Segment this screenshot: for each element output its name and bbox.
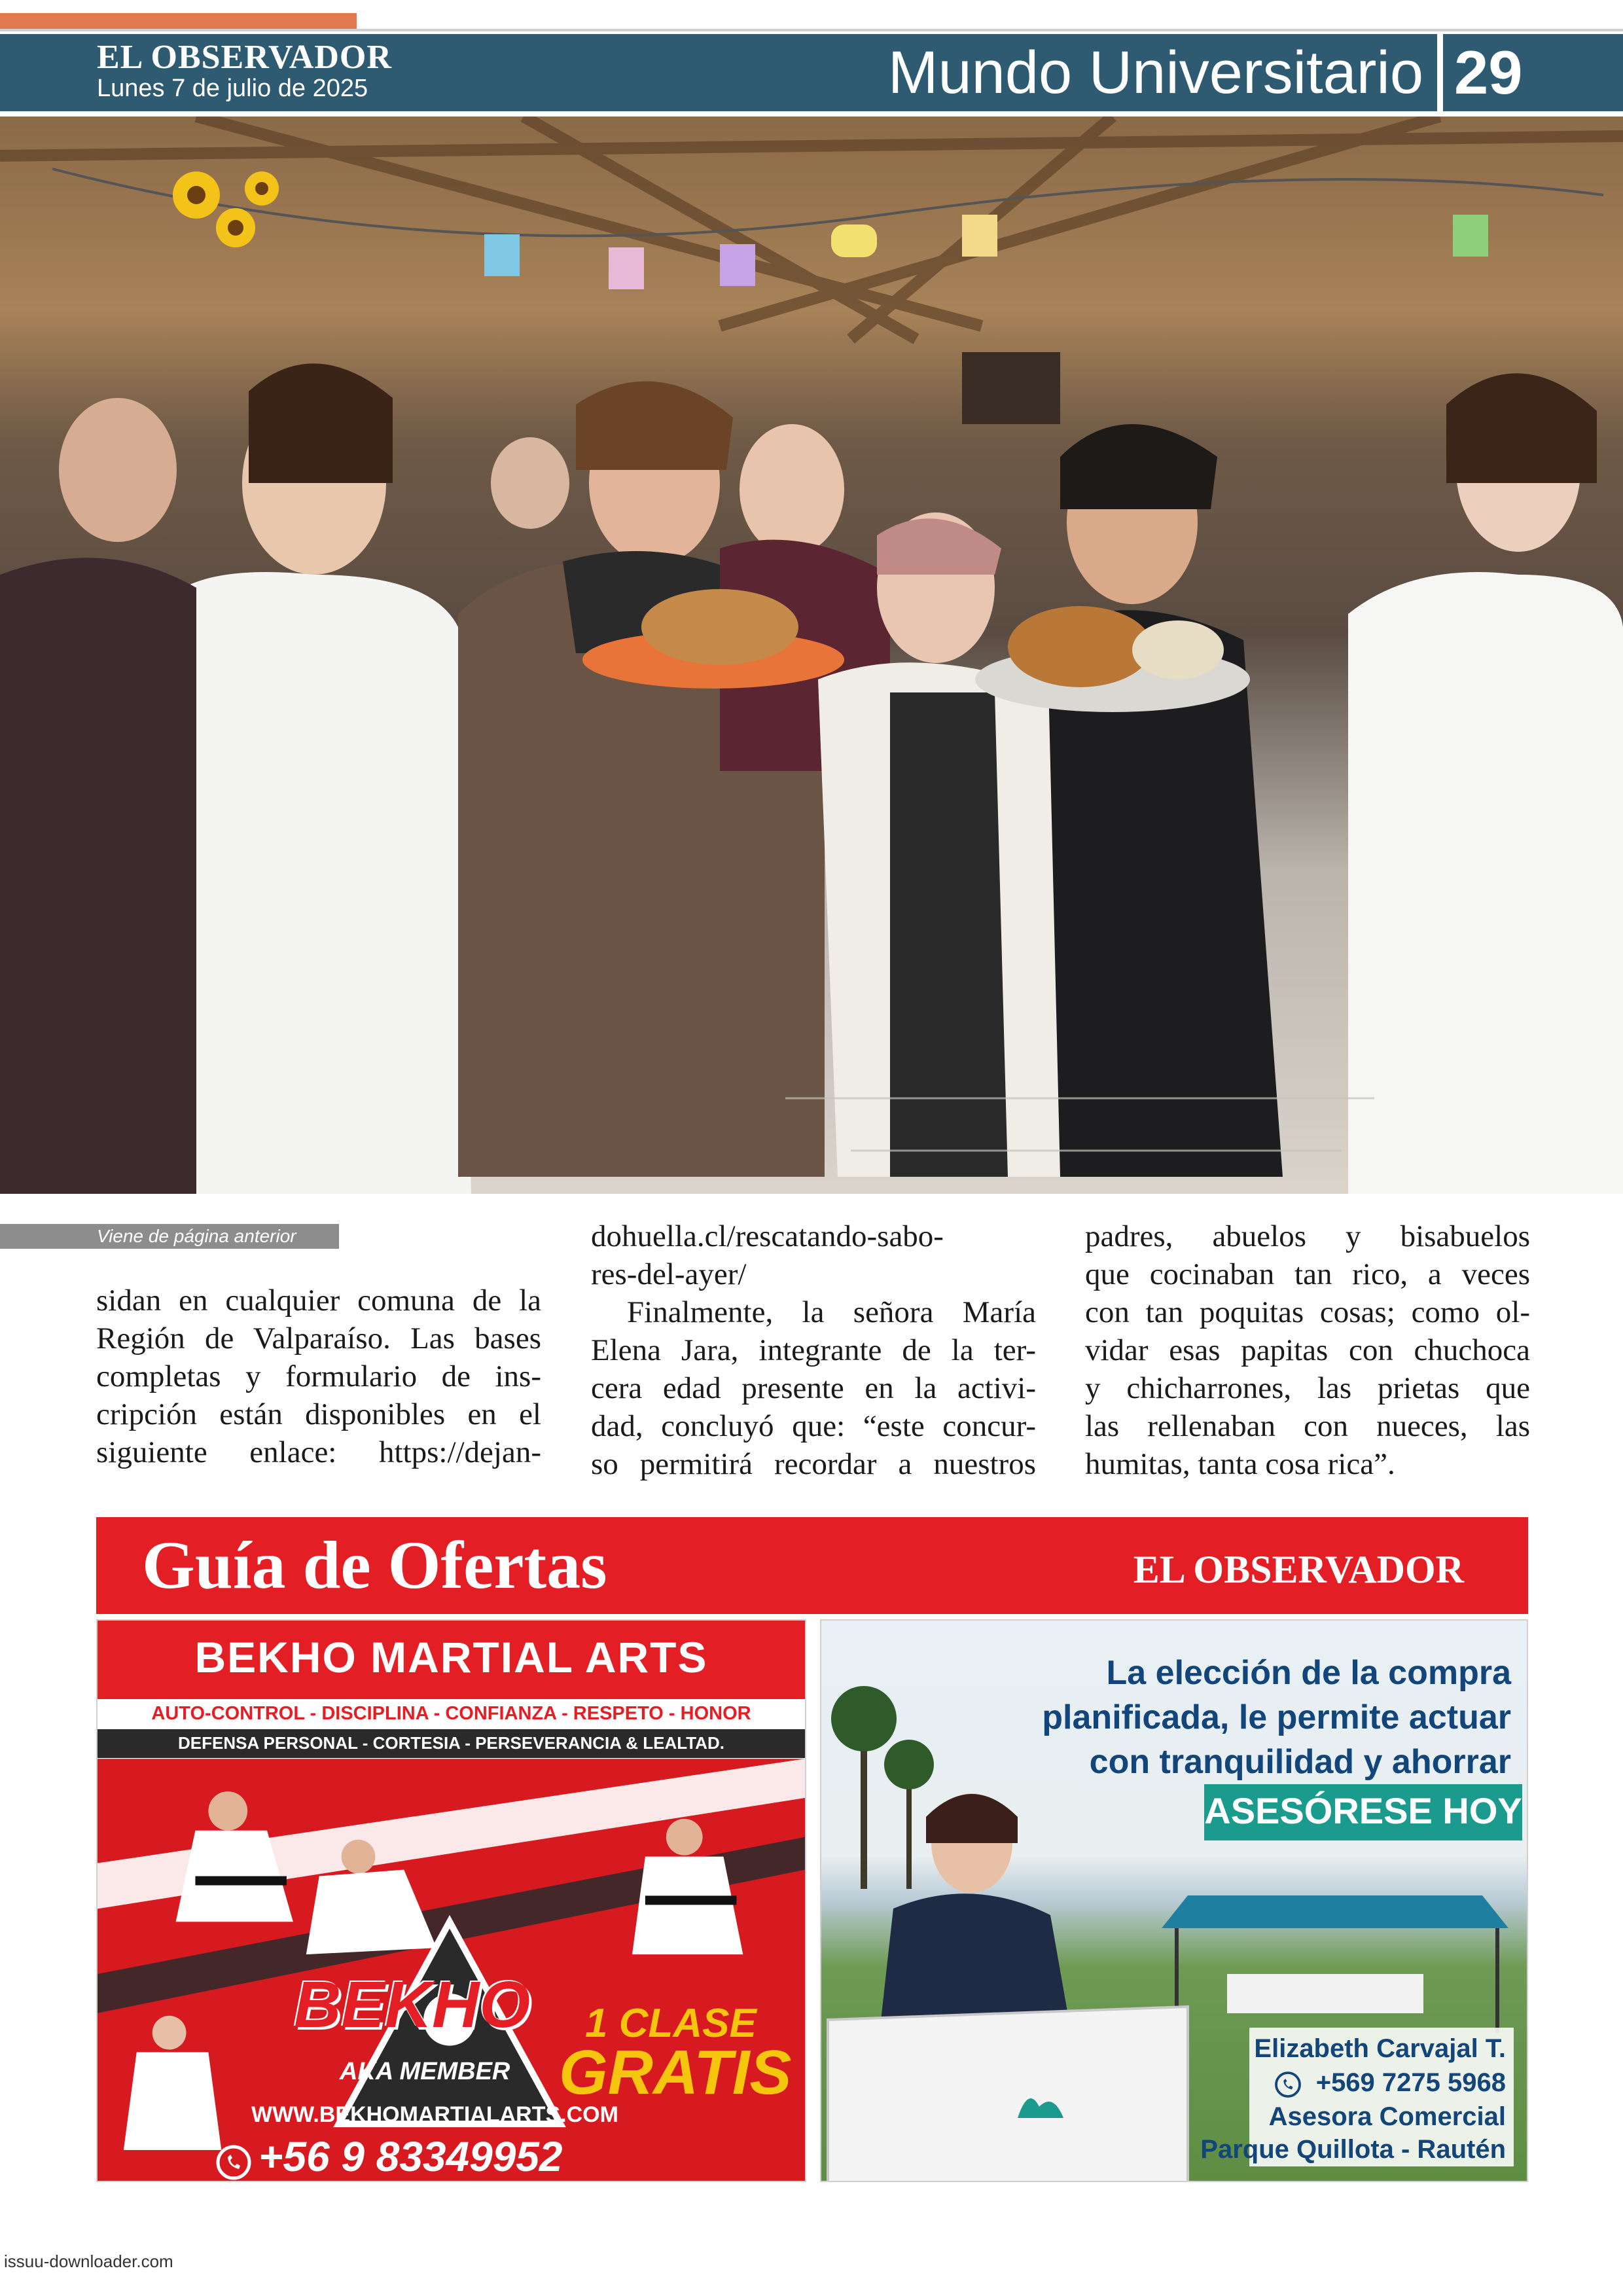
advisor-name: Elizabeth Carvajal T. <box>1254 2034 1506 2063</box>
advisor-location: Parque Quillota - Rautén <box>1200 2135 1506 2164</box>
article-line: que cocinaban tan rico, a veces <box>1085 1257 1530 1291</box>
offers-guide-brand: EL OBSERVADOR <box>1133 1548 1464 1591</box>
free-label: GRATIS <box>559 2037 792 2108</box>
parque-headline-line-1: La elección de la compra <box>1106 1654 1511 1692</box>
article-line: con tan poquitas cosas; como ol- <box>1085 1295 1530 1329</box>
article-line: res-del-ayer/ <box>591 1257 747 1291</box>
chalkboard <box>962 352 1060 424</box>
party-bunting <box>52 169 1603 289</box>
palm-trees <box>831 1686 934 1889</box>
offers-guide-title: Guía de Ofertas <box>142 1528 607 1603</box>
advisor-phone[interactable]: +569 7275 5968 <box>1315 2068 1506 2097</box>
canopy-tent <box>1162 1895 1508 2033</box>
parque-headline-line-3: con tranquilidad y ahorrar <box>1089 1743 1511 1781</box>
aka-member-label: AKA MEMBER <box>340 2058 510 2085</box>
event-photo <box>0 117 1623 1194</box>
bekho-logo-text: BEKHO <box>294 1968 531 2041</box>
article-line: cripción están disponibles en el <box>96 1397 541 1431</box>
header-rule <box>0 29 1623 31</box>
article-line: cera edad presente en la activi- <box>591 1371 1036 1405</box>
offers-guide-banner <box>96 1517 1528 1614</box>
bekho-values: AUTO-CONTROL - DISCIPLINA - CONFIANZA - RESPETO - HONOR <box>151 1703 751 1724</box>
article-column-1 <box>96 1282 541 1471</box>
parque-headline <box>1014 1651 1511 1784</box>
bekho-website-link[interactable]: WWW.BEKHOMARTIALARTS.COM <box>251 2102 618 2127</box>
article-column-2 <box>591 1217 1036 1483</box>
bekho-title: BEKHO MARTIAL ARTS <box>194 1633 708 1681</box>
article-line: Región de Valparaíso. Las bases <box>96 1321 541 1355</box>
article-line: y chicharrones, las prietas que <box>1085 1371 1530 1405</box>
bekho-phone-number: +56 9 83349952 <box>259 2133 563 2180</box>
podium <box>828 2007 1188 2182</box>
bekho-phone[interactable] <box>215 2132 562 2181</box>
article-line: Elena Jara, integrante de la ter- <box>591 1333 1036 1367</box>
issue-date: Lunes 7 de julio de 2025 <box>97 75 368 102</box>
footer-credit: issuu-downloader.com <box>4 2251 173 2271</box>
article-line: completas y formulario de ins- <box>96 1359 541 1393</box>
whatsapp-icon <box>215 2144 252 2181</box>
article-column-3 <box>1085 1217 1530 1483</box>
whatsapp-icon <box>1274 2071 1302 2098</box>
page-number: 29 <box>1454 38 1523 107</box>
header-divider <box>1437 34 1443 111</box>
article-line: dohuella.cl/rescatando-sabo- <box>591 1219 944 1253</box>
bekho-ad[interactable] <box>96 1619 806 2182</box>
article-line: Finalmente, la señora María <box>627 1295 1036 1329</box>
article-line: siguiente enlace: https://dejan- <box>96 1435 541 1469</box>
header-accent-bar <box>0 13 357 29</box>
newspaper-name: EL OBSERVADOR <box>97 39 392 76</box>
article-line: dad, concluyó que: “este concur- <box>591 1409 1036 1443</box>
bekho-values-secondary: DEFENSA PERSONAL - CORTESIA - PERSEVERANCIA & LEALTAD. <box>178 1733 724 1753</box>
parque-headline-line-2: planificada, le permite actuar <box>1042 1698 1511 1736</box>
parque-quillota-ad[interactable] <box>820 1619 1528 2182</box>
advisor-role: Asesora Comercial <box>1268 2102 1506 2131</box>
section-title: Mundo Universitario <box>887 39 1423 106</box>
article-line: so permitirá recordar a nuestros <box>591 1447 1036 1481</box>
article-line: las rellenaban con nueces, las <box>1085 1409 1530 1443</box>
article-line: sidan en cualquier comuna de la <box>96 1283 541 1318</box>
sunflower-decoration <box>173 171 279 247</box>
continued-from-label: Viene de página anterior <box>0 1224 339 1249</box>
article-line: vidar esas papitas con chuchoca <box>1085 1333 1530 1367</box>
people-group <box>0 363 1623 1194</box>
event-photo-illustration <box>0 117 1623 1194</box>
article-line: padres, abuelos y bisabuelos <box>1085 1219 1530 1253</box>
parque-cta-button[interactable]: ASESÓRESE HOY <box>1204 1790 1522 1831</box>
article-line: humitas, tanta cosa rica”. <box>1085 1447 1395 1481</box>
free-class-label: 1 CLASE <box>585 2001 757 2046</box>
